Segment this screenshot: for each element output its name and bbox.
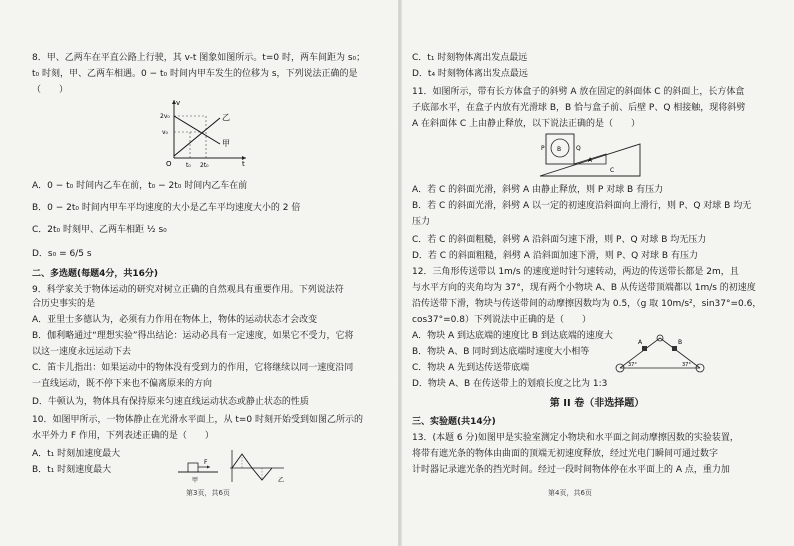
q9-option-c-cont: 一直线运动，既不停下来也不偏离原来的方向: [32, 379, 213, 389]
q12-fig-angle-right: 37°: [682, 362, 691, 368]
q13-line2: 将带有遮光条的物体由曲面的顶端无初速度释放，经过光电门瞬间可通过数字: [412, 449, 719, 459]
q8-vt-graph: [160, 96, 250, 168]
q13-line3: 计时器记录遮光条的挡光时间。经过一段时间物体停在水平面上的 A 点，重力加: [412, 465, 730, 475]
q11-fig-p: P: [541, 145, 545, 152]
q10-fig-jia: 甲: [192, 477, 199, 484]
q8-option-c: C．2t₀ 时刻甲、乙两车相距 ½ s₀: [32, 225, 167, 235]
q12-option-a: A．物块 A 到达底端的速度比 B 到达底端的速度大: [412, 331, 613, 341]
q12-fig-b: B: [678, 339, 683, 346]
q12-fig-a: A: [638, 339, 643, 346]
q12-line4: cos37°=0.8）下列说法中正确的是（ ）: [412, 315, 591, 325]
q12-fig-angle-left: 37°: [628, 362, 637, 368]
q10-line1: 10．如图甲所示，一物体静止在光滑水平面上，从 t=0 时刻开始受到如图乙所示的: [32, 415, 363, 425]
q9-option-a: A．亚里士多德认为，必须有力作用在物体上，物体的运动状态才会改变: [32, 315, 318, 325]
right-footer: 第4页，共6页: [548, 489, 592, 497]
q11-fig-a: A: [588, 157, 593, 164]
q11-line2: 子底部水平，在盒子内放有光滑球 B，B 恰与盒子前、后壁 P、Q 相接触，现将斜劈: [412, 103, 746, 113]
q8-tick-2t0: 2t₀: [200, 162, 209, 168]
q8-option-d: D．s₀ = 6/5 s: [32, 249, 92, 259]
q11-option-c: C．若 C 的斜面粗糙，斜劈 A 沿斜面匀速下滑，则 P、Q 对球 B 均无压力: [412, 235, 707, 245]
right-page: [400, 0, 794, 546]
q11-fig-c: C: [610, 167, 615, 174]
q8-label-yi: 乙: [222, 113, 230, 122]
q10-figures: [178, 446, 288, 486]
q12-conveyor-figure: [612, 330, 708, 376]
q10-option-d: D．t₄ 时刻物体离出发点最远: [412, 69, 528, 79]
q10-option-a: A．t₁ 时刻加速度最大: [32, 449, 121, 459]
q12-line3: 沿传送带下滑，物块与传送带间的动摩擦因数均为 0.5，（g 取 10m/s²，sin37°=0.6，: [412, 299, 762, 309]
q11-line1: 11．如图所示，带有长方体盒子的斜劈 A 放在固定的斜面体 C 的斜面上，长方体盒: [412, 87, 745, 97]
q8-line2: t₀ 时刻，甲、乙两车相遇。0 − t₀ 时间内甲车发生的位移为 s，下列说法正确的是: [32, 69, 358, 79]
q11-option-d: D．若 C 的斜面粗糙，斜劈 A 沿斜面加速下滑，则 P、Q 对球 B 有压力: [412, 251, 698, 261]
q8-option-a: A．0 − t₀ 时间内乙车在前，t₀ − 2t₀ 时间内乙车在前: [32, 181, 248, 191]
q9-option-b-cont: 以这一速度永远运动下去: [32, 347, 132, 357]
q11-incline-figure: [536, 130, 646, 180]
q11-fig-q: Q: [576, 145, 581, 152]
q8-line1: 8．甲、乙两车在平直公路上行驶，其 v-t 图象如图所示。t=0 时，两车间距为 s₀；: [32, 53, 366, 63]
q8-tick-v0: v₀: [162, 129, 168, 136]
q8-tick-2v0: 2v₀: [160, 113, 170, 120]
q10-option-b: B．t₁ 时刻速度最大: [32, 465, 112, 475]
q10-fig-f: F: [204, 459, 208, 466]
q12-option-c: C．物块 A 先到达传送带底端: [412, 363, 530, 373]
q11-option-a: A．若 C 的斜面光滑，斜劈 A 由静止释放，则 P 对球 B 有压力: [412, 185, 664, 195]
q9-option-b: B．伽利略通过“理想实验”得出结论：运动必具有一定速度，如果它不受力，它将: [32, 331, 354, 341]
q8-axis-t: t: [242, 160, 245, 168]
q10-option-c: C．t₁ 时刻物体离出发点最远: [412, 53, 528, 63]
q9-line1: 9．科学家关于物体运动的研究对树立正确的自然观具有重要作用。下列说法符: [32, 285, 344, 295]
q11-fig-b: B: [557, 146, 562, 153]
q10-fig-yi: 乙: [278, 477, 285, 484]
q13-line1: 13．(本题 6 分)如图甲是实验室测定小物块和水平面之间动摩擦因数的实验装置，: [412, 433, 739, 443]
q11-option-b: B．若 C 的斜面光滑，斜劈 A 以一定的初速度沿斜面向上滑行，则 P、Q 对球 B 均无: [412, 201, 752, 211]
q12-option-d: D．物块 A、B 在传送带上的划痕长度之比为 1:3: [412, 379, 608, 389]
q8-origin: O: [166, 160, 172, 168]
q9-option-d: D．牛顿认为，物体具有保持原来匀速直线运动状态或静止状态的性质: [32, 397, 309, 407]
q8-option-b: B．0 − 2t₀ 时间内甲车平均速度的大小是乙车平均速度大小的 2 倍: [32, 203, 301, 213]
part2-title: 第 II 卷（非选择题）: [549, 398, 645, 409]
q12-option-b: B．物块 A、B 同时到达底端时速度大小相等: [412, 347, 590, 357]
q9-line2: 合历史事实的是: [32, 299, 96, 309]
q12-line1: 12．三角形传送带以 1m/s 的速度逆时针匀速转动，两边的传送带长都是 2m，且: [412, 267, 739, 277]
section2-heading: 二、多选题(每题4分，共16分): [32, 269, 159, 279]
left-footer: 第3页，共6页: [186, 489, 230, 497]
q11-line3: A 在斜面体 C 上由静止释放，以下说法正确的是（ ）: [412, 119, 641, 129]
q11-option-b-cont: 压力: [412, 217, 431, 227]
q8-tick-t0: t₀: [186, 162, 191, 168]
q8-axis-v: v: [176, 99, 181, 107]
q12-line2: 与水平方向的夹角均为 37°，现有两个小物块 A、B 从传送带顶端都以 1m/s 的初速度: [412, 283, 756, 293]
section3-heading: 三、实验题(共14分): [412, 417, 496, 427]
q9-option-c: C．笛卡儿指出：如果运动中的物体没有受到力的作用，它将继续以同一速度沿同: [32, 363, 354, 373]
q8-label-jia: 甲: [222, 139, 230, 148]
q10-line2: 水平外力 F 作用，下列表述正确的是（ ）: [32, 431, 214, 441]
q8-line3: （ ）: [32, 85, 69, 95]
